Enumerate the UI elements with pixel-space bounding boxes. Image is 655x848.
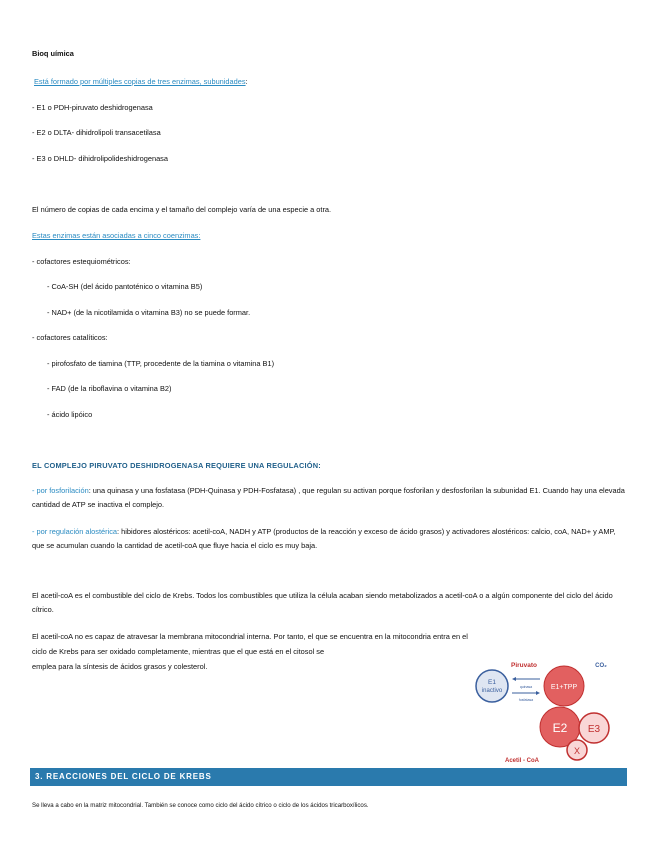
arrow-top-label: quinasa xyxy=(519,685,533,689)
enzyme-item: - E2 o DLTA- dihidrolipoli transacetilasa xyxy=(32,128,161,137)
final-text: Se lleva a cabo en la matriz mitocondrial. También se conoce como ciclo del ácido cítrico o ciclo de los ácidos tricarboxílicos. xyxy=(32,802,369,809)
reg-allosteric xyxy=(32,525,627,553)
regulation-heading: EL COMPLEJO PIRUVATO DESHIDROGENASA REQUIERE UNA REGULACIÓN: xyxy=(32,461,321,470)
acetil-para-2-line3: emplea para la síntesis de ácidos grasos y colesterol. xyxy=(32,662,208,671)
stoich-item: - CoA-SH (del ácido pantoténico o vitamina B5) xyxy=(47,282,203,291)
acetil-para-2-line1: El acetil-coA no es capaz de atravesar la membrana mitocondrial interna. Por tanto, el que se encuentra en la mitocondria entra en el xyxy=(32,632,468,641)
catal-label: - cofactores catalíticos: xyxy=(32,333,108,342)
coenzymes-link[interactable]: Estas enzimas están asociadas a cinco coenzimas: xyxy=(32,231,201,240)
reg-phosphorylation xyxy=(32,484,627,512)
acetil-para-1: El acetil-coA es el combustible del ciclo de Krebs. Todos los combustibles que utiliza la célula acaban siendo metabolizados a acetil-coA o a algún componente del ciclo del ácido cítrico. xyxy=(32,591,613,614)
acetil-para-2-line2: ciclo de Krebs para ser oxidado completamente, mientras que el que está en el citosol se xyxy=(32,647,325,656)
doc-title: Bioq uímica xyxy=(32,49,74,58)
co2-label: CO₂ xyxy=(595,663,607,669)
catal-item: - pirofosfato de tiamina (TTP, procedente de la tiamina o vitamina B1) xyxy=(47,359,275,368)
reg2-label: - por regulación alostérica xyxy=(32,527,118,536)
stoich-item: - NAD+ (de la nicotilamida o vitamina B3) no se puede formar. xyxy=(47,308,251,317)
pdh-complex-diagram xyxy=(456,655,628,765)
reg1-label: - por fosforilación xyxy=(32,486,89,495)
arrow-left-head xyxy=(512,677,516,681)
e1-inactive-circle xyxy=(476,670,508,702)
enzyme-item: - E1 o PDH-piruvato deshidrogenasa xyxy=(32,103,153,112)
catal-item: - ácido lipóico xyxy=(47,410,93,419)
enzyme-item: - E3 o DHLD- dihidrolipolideshidrogenasa xyxy=(32,154,168,163)
x-label: X xyxy=(573,746,581,756)
arrow-right-head xyxy=(536,691,540,695)
section-heading: 3. REACCIONES DEL CICLO DE KREBS xyxy=(30,768,627,786)
e1-label: E1 xyxy=(488,679,496,686)
e2-label: E2 xyxy=(552,721,568,735)
acetil-coa-label: Acetil - CoA xyxy=(504,758,540,764)
piruvato-label: Piruvato xyxy=(510,662,538,669)
e1-tpp-label: E1+TPP xyxy=(550,684,578,691)
e1-inactive-label: inactivo xyxy=(481,688,503,694)
subtitle-colon: : xyxy=(245,77,248,86)
reg1-text: : una quinasa y una fosfatasa (PDH-Quinasa y PDH-Fosfatasa) , que regulan su activan porque fosforilan y desfosforilan la subunidad E1. Cuando hay una elevada cantidad de ATP se inactiva el complejo. xyxy=(32,486,625,509)
subtitle-line xyxy=(32,77,248,87)
subtitle-link[interactable]: Está formado por múltiples copias de tres enzimas, subunidades xyxy=(34,77,246,86)
arrow-bot-label: fosfatasa xyxy=(518,698,534,702)
stoich-label: - cofactores estequiométricos: xyxy=(32,257,131,266)
copies-text: El número de copias de cada encima y el tamaño del complejo varía de una especie a otra. xyxy=(32,205,332,214)
e3-label: E3 xyxy=(587,724,601,735)
reg2-text: : hibidores alostéricos: acetil-coA, NADH y ATP (productos de la reacción y exceso de ácido grasos) y activadores alostéricos: calcio, coA, NAD+ y AMP, que se acumulan cuando la cantidad de acetil-coA que fluye hacia el ciclo es muy baja. xyxy=(32,527,616,550)
catal-item: - FAD (de la riboflavina o vitamina B2) xyxy=(47,384,172,393)
